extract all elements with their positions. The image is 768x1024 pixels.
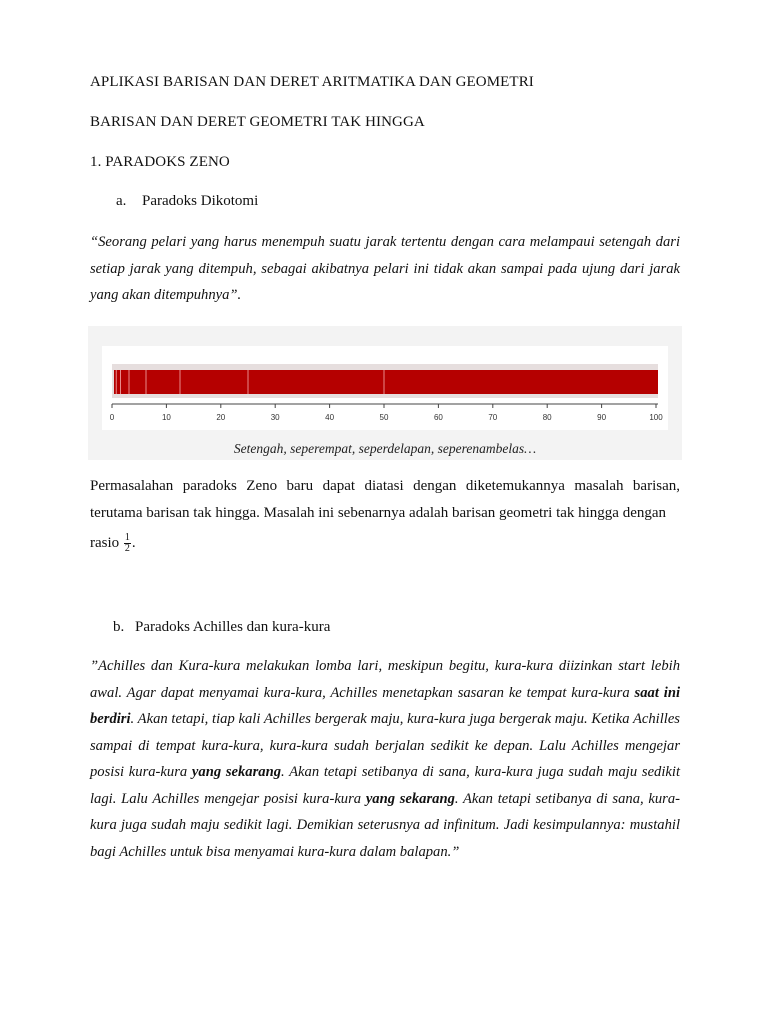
tick-label-30: 30 — [270, 413, 280, 422]
ratio-line — [90, 533, 136, 554]
ratio-suffix: . — [131, 534, 136, 551]
quote-achilles-part-3: . Akan tetapi setibanya di sana, kura-kura juga sudah maju sedikit lagi. Lalu Achilles mengejar posisi kura-kura — [90, 764, 680, 807]
quote-achilles-part-2: . Akan tetapi, tiap kali Achilles bergerak maju, kura-kura juga bergerak maju. Ketika Achilles sampai di tempat kura-kura, kura-kura sudah berjalan sedikit ke depan. Lalu Achilles mengejar posisi kura-kura — [90, 711, 680, 780]
quote-achilles-bold-1: saat ini berdiri — [90, 684, 680, 727]
progress-bar — [114, 370, 658, 394]
tick-label-70: 70 — [488, 413, 498, 422]
dichotomy-figure — [88, 326, 682, 460]
subsection-heading: 1. PARADOKS ZENO — [90, 154, 230, 170]
tick-label-50: 50 — [379, 413, 389, 422]
tick-label-60: 60 — [433, 413, 443, 422]
item-a-title: Paradoks Dikotomi — [142, 193, 259, 209]
quote-achilles-bold-2: yang sekarang — [191, 764, 281, 780]
tick-label-40: 40 — [325, 413, 335, 422]
ratio-prefix: rasio — [90, 534, 120, 551]
ratio-fraction — [124, 533, 131, 554]
tick-label-10: 10 — [161, 413, 171, 422]
ratio-numerator: 1 — [124, 532, 130, 543]
quote-dichotomy: “Seorang pelari yang harus menempuh suatu jarak tertentu dengan cara melampaui setengah dari setiap jarak yang ditempuh, sebagai akibatnya pelari ini tidak akan sampai pada ujung dari jarak yang akan ditempuhnya”. — [90, 234, 680, 303]
paragraph-paradox-solution — [90, 473, 680, 526]
quote-achilles-part-1: ”Achilles dan Kura-kura melakukan lomba lari, meskipun begitu, kura-kura diizinkan start lebih awal. Agar dapat menyamai kura-kura, Achilles menetapkan sasaran ke tempat kura-kura — [90, 658, 680, 701]
paragraph-text: Permasalahan paradoks Zeno baru dapat diatasi dengan diketemukannya masalah barisan, terutama barisan tak hingga. Masalah ini sebenarnya adalah barisan geometri tak hingga dengan — [90, 478, 680, 521]
dichotomy-bar-chart — [88, 326, 682, 436]
tick-label-100: 100 — [649, 413, 663, 422]
quote-achilles-part-4: . Akan tetapi setibanya di sana, kura-kura juga sudah maju sedikit lagi. Demikian seterusnya ad infinitum. Jadi kesimpulannya: mustahil bagi Achilles untuk bisa menyamai kura-kura dalam balapan.” — [90, 790, 680, 860]
item-b-marker: b. — [113, 619, 125, 635]
figure-caption: Setengah, seperempat, seperdelapan, seperenambelas… — [233, 441, 537, 456]
tick-label-0: 0 — [109, 413, 115, 422]
document-title: APLIKASI BARISAN DAN DERET ARITMATIKA DAN GEOMETRI — [90, 74, 534, 90]
item-a-marker: a. — [116, 193, 127, 209]
tick-label-80: 80 — [542, 413, 552, 422]
ratio-denominator: 2 — [124, 543, 130, 554]
tick-label-20: 20 — [216, 413, 226, 422]
quote-achilles-bold-3: yang sekarang — [365, 790, 455, 807]
tick-label-90: 90 — [597, 413, 607, 422]
item-b-title: Paradoks Achilles dan kura-kura — [135, 619, 331, 635]
section-heading: BARISAN DAN DERET GEOMETRI TAK HINGGA — [90, 114, 425, 130]
quote-achilles — [90, 653, 680, 865]
